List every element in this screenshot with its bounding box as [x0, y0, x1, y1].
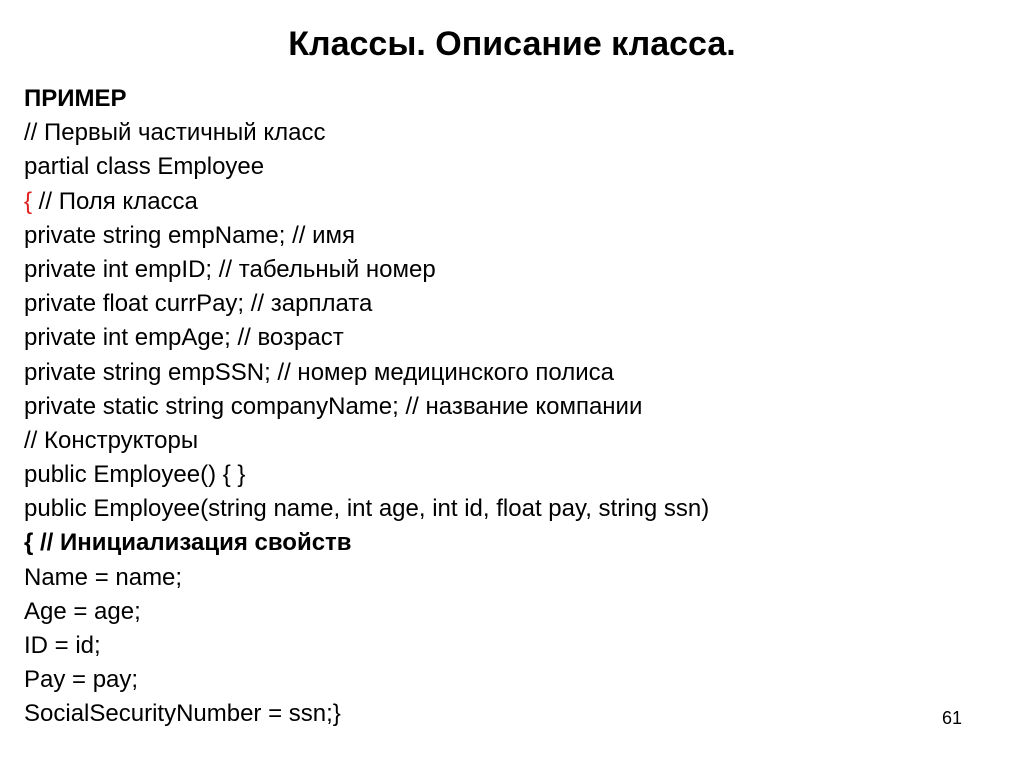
- code-comment: // Поля класса: [32, 187, 198, 215]
- code-line: Pay = pay;: [24, 666, 139, 694]
- code-line: private string empName; // имя: [24, 221, 356, 249]
- page-number: 61: [942, 708, 963, 728]
- code-line: [24, 185, 984, 219]
- slide-title: Классы. Описание класса.: [288, 25, 736, 63]
- code-line: ID = id;: [24, 632, 101, 659]
- code-line: partial class Employee: [24, 153, 265, 181]
- code-line: private float currPay; // зарплата: [24, 290, 373, 318]
- code-line: // Конструкторы: [24, 426, 199, 454]
- code-line: private int empID; // табельный номер: [24, 255, 436, 283]
- code-line: SocialSecurityNumber = ssn;}: [24, 700, 341, 728]
- code-line: Name = name;: [24, 563, 183, 591]
- code-line: private string empSSN; // номер медицинского полиса: [24, 358, 614, 386]
- example-heading: ПРИМЕР: [24, 85, 127, 112]
- highlighted-open-brace: {: [24, 187, 33, 215]
- code-line: { // Инициализация свойств: [24, 529, 352, 557]
- code-line: Age = age;: [24, 597, 141, 625]
- code-line: private int empAge; // возраст: [24, 324, 344, 352]
- code-line: private static string companyName; // название компании: [24, 392, 643, 420]
- code-line: public Employee() { }: [24, 461, 246, 489]
- code-line: // Первый частичный класс: [24, 119, 326, 147]
- code-line: public Employee(string name, int age, int id, float pay, string ssn): [24, 495, 710, 523]
- code-block: [24, 82, 984, 732]
